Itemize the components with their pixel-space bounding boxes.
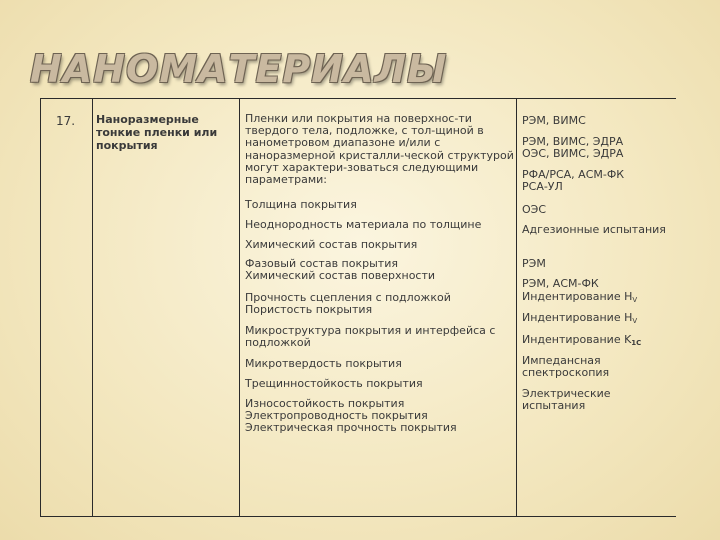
method-item: РЭМ, ВИМС [522,114,586,127]
method-item-hv [522,291,672,304]
subscript: 1C [631,339,642,347]
property-item: Химический состав покрытия [245,238,418,251]
row-number: 17. [56,114,76,128]
method-label: Индентирование H [522,290,633,303]
property-item: Пленки или покрытия на поверхнос-ти твердого тела, подложке, с тол-щиной в нанометровом диапазоне и/или с наноразмерной кристалли-ческой структурой могут характери-зоваться следующими параметрами: [245,112,514,187]
method-item-hv [522,312,672,325]
method-item: ОЭС [522,203,547,216]
property-item: Трещинностойкость покрытия [245,377,423,390]
property-item: Толщина покрытия [245,198,357,211]
subscript: V [632,317,638,325]
property-item: Прочность сцепления с подложкой Пористость покрытия [245,291,451,317]
property-item: Микроструктура покрытия и интерфейса с подложкой [245,324,496,350]
method-item: РЭМ, АСМ-ФК [522,277,599,290]
property-item: Неоднородность материала по толщине [245,218,482,231]
column-divider [239,98,240,517]
method-item: Импедансная спектроскопия [522,354,610,380]
method-item: РФА/РСА, АСМ-ФК РСА-УЛ [522,168,625,194]
table-left-border [40,98,41,517]
property-item: Фазовый состав покрытия Химический состав поверхности [245,257,436,283]
slide-title: НАНОМАТЕРИАЛЫ [30,47,448,91]
method-item-k1c [522,334,672,347]
property-item: Микротвердость покрытия [245,357,402,370]
method-item: РЭМ [522,257,546,270]
method-label: Индентирование H [522,311,633,324]
subscript: V [632,296,638,304]
method-label: Индентирование K [522,333,632,346]
property-item: Износостойкость покрытия Электропроводность покрытия Электрическая прочность покрытия [245,397,457,435]
table-bottom-border [40,516,676,517]
table-top-border [40,98,676,99]
material-kind: Наноразмерные тонкие пленки или покрытия [96,113,218,152]
method-item: Электрические испытания [522,387,611,413]
method-item: РЭМ, ВИМС, ЭДРА ОЭС, ВИМС, ЭДРА [522,135,624,161]
method-item: Адгезионные испытания [522,223,666,236]
column-divider [92,98,93,517]
